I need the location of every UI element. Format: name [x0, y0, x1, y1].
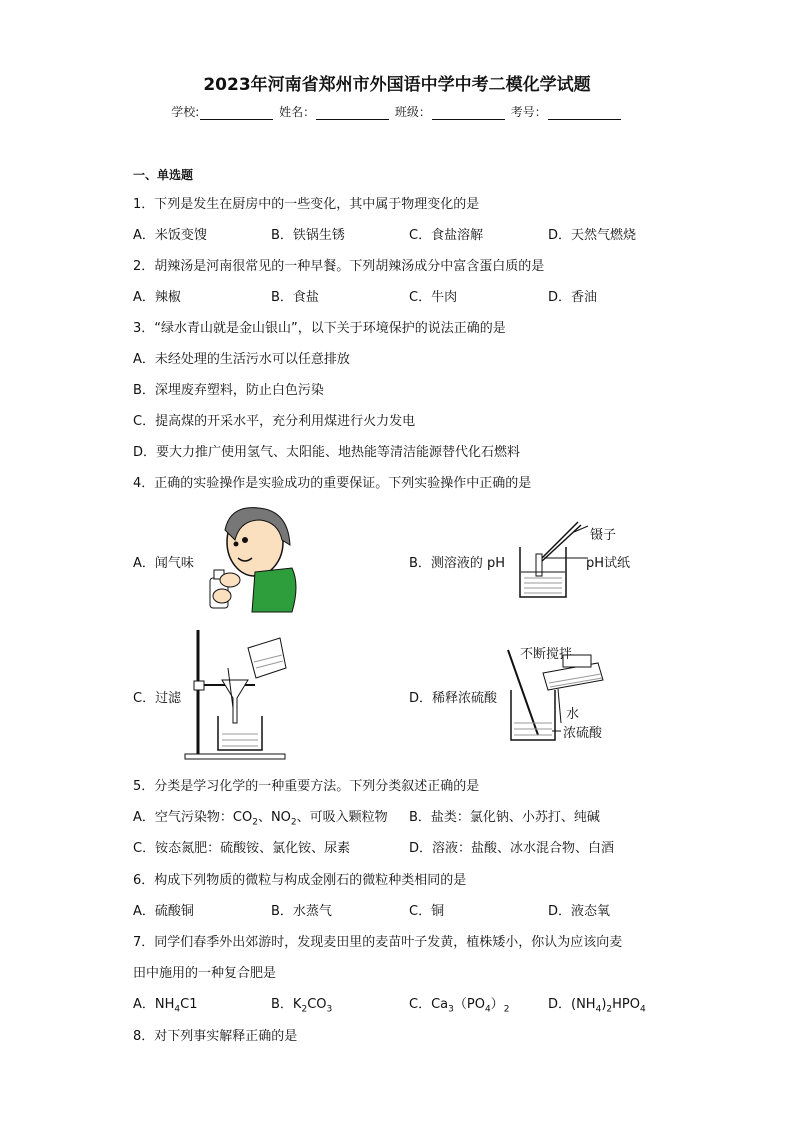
water-label: 水 — [566, 707, 580, 722]
q7-stem-line1: 7．同学们春季外出郊游时，发现麦田里的麦苗叶子发黄，植株矮小，你认为应该向麦 — [133, 935, 623, 950]
q3-option-a: A．未经处理的生活污水可以任意排放 — [133, 352, 350, 367]
q5-option-c: C．铵态氮肥：硫酸铵、氯化铵、尿素 — [133, 841, 351, 856]
q1-option-b: B．铁锅生锈 — [271, 228, 345, 243]
q2-option-a: A．辣椒 — [133, 290, 181, 305]
acid-label: 浓硫酸 — [563, 726, 603, 741]
tweezers-label: 镊子 — [590, 528, 617, 543]
student-info-row — [0, 103, 794, 120]
class-blank[interactable] — [432, 107, 505, 120]
q4-option-c: C．过滤 — [133, 691, 182, 706]
q7-option-d: D．$(NH_4)_2HPO_4$ — [548, 997, 646, 1015]
stir-label: 不断搅拌 — [520, 647, 573, 662]
q5-stem: 5．分类是学习化学的一种重要方法。下列分类叙述正确的是 — [133, 779, 480, 794]
q2-option-b: B．食盐 — [271, 290, 319, 305]
q7-option-b: B．$K_2CO_3$ — [271, 997, 333, 1015]
q4-stem: 4．正确的实验操作是实验成功的重要保证。下列实验操作中正确的是 — [133, 476, 532, 491]
q3-stem: 3．“绿水青山就是金山银山”，以下关于环境保护的说法正确的是 — [133, 321, 506, 336]
q4-option-b: B．测溶液的 pH — [409, 556, 506, 571]
q3-option-c: C．提高煤的开采水平，充分利用煤进行火力发电 — [133, 414, 416, 429]
page-title: 2023年河南省郑州市外国语中学中考二模化学试题 — [203, 75, 591, 95]
number-label: 考号： — [510, 105, 547, 119]
filtration-figure — [180, 628, 290, 763]
ph-paper-label: pH试纸 — [586, 556, 631, 571]
q5-option-a: A．空气污染物：$CO_2$、$NO_2$、可吸入颗粒物 — [133, 810, 388, 828]
q6-option-a: A．硫酸铜 — [133, 904, 194, 919]
q2-option-d: D．香油 — [548, 290, 598, 305]
school-blank[interactable] — [200, 107, 273, 120]
q7-stem-line2: 田中施用的一种复合肥是 — [133, 966, 277, 981]
q7-option-c: C．$Ca_3(PO_4)_2$ — [409, 997, 510, 1015]
class-label: 班级： — [394, 105, 431, 119]
name-label: 姓名： — [279, 105, 316, 119]
q8-stem: 8．对下列事实解释正确的是 — [133, 1029, 298, 1044]
q6-option-d: D．液态氧 — [548, 904, 611, 919]
ph-test-figure — [516, 512, 591, 602]
q4-option-a: A．闻气味 — [133, 556, 194, 571]
q3-option-b: B．深埋废弃塑料，防止白色污染 — [133, 383, 324, 398]
q6-option-b: B．水蒸气 — [271, 904, 332, 919]
q1-option-d: D．天然气燃烧 — [548, 228, 637, 243]
q5-option-b: B．盐类：氯化钠、小苏打、纯碱 — [409, 810, 600, 825]
q1-option-c: C．食盐溶解 — [409, 228, 484, 243]
q5-option-d: D．溶液：盐酸、冰水混合物、白酒 — [409, 841, 615, 856]
q2-option-c: C．牛肉 — [409, 290, 458, 305]
q2-stem: 2．胡辣汤是河南很常见的一种早餐。下列胡辣汤成分中富含蛋白质的是 — [133, 259, 545, 274]
number-blank[interactable] — [548, 107, 621, 120]
q7-option-a: A．$NH_4C1$ — [133, 997, 198, 1015]
q6-stem: 6．构成下列物质的微粒与构成金刚石的微粒种类相同的是 — [133, 873, 467, 888]
q4-option-d: D．稀释浓硫酸 — [409, 691, 498, 706]
q1-option-a: A．米饭变馊 — [133, 228, 207, 243]
q6-option-c: C．铜 — [409, 904, 445, 919]
smelling-figure — [200, 500, 310, 615]
school-label: 学校: — [171, 105, 200, 119]
q3-option-d: D．要大力推广使用氢气、太阳能、地热能等清洁能源替代化石燃料 — [133, 445, 521, 460]
q1-stem: 1．下列是发生在厨房中的一些变化，其中属于物理变化的是 — [133, 197, 480, 212]
section-heading: 一、单选题 — [133, 168, 194, 182]
name-blank[interactable] — [316, 107, 389, 120]
